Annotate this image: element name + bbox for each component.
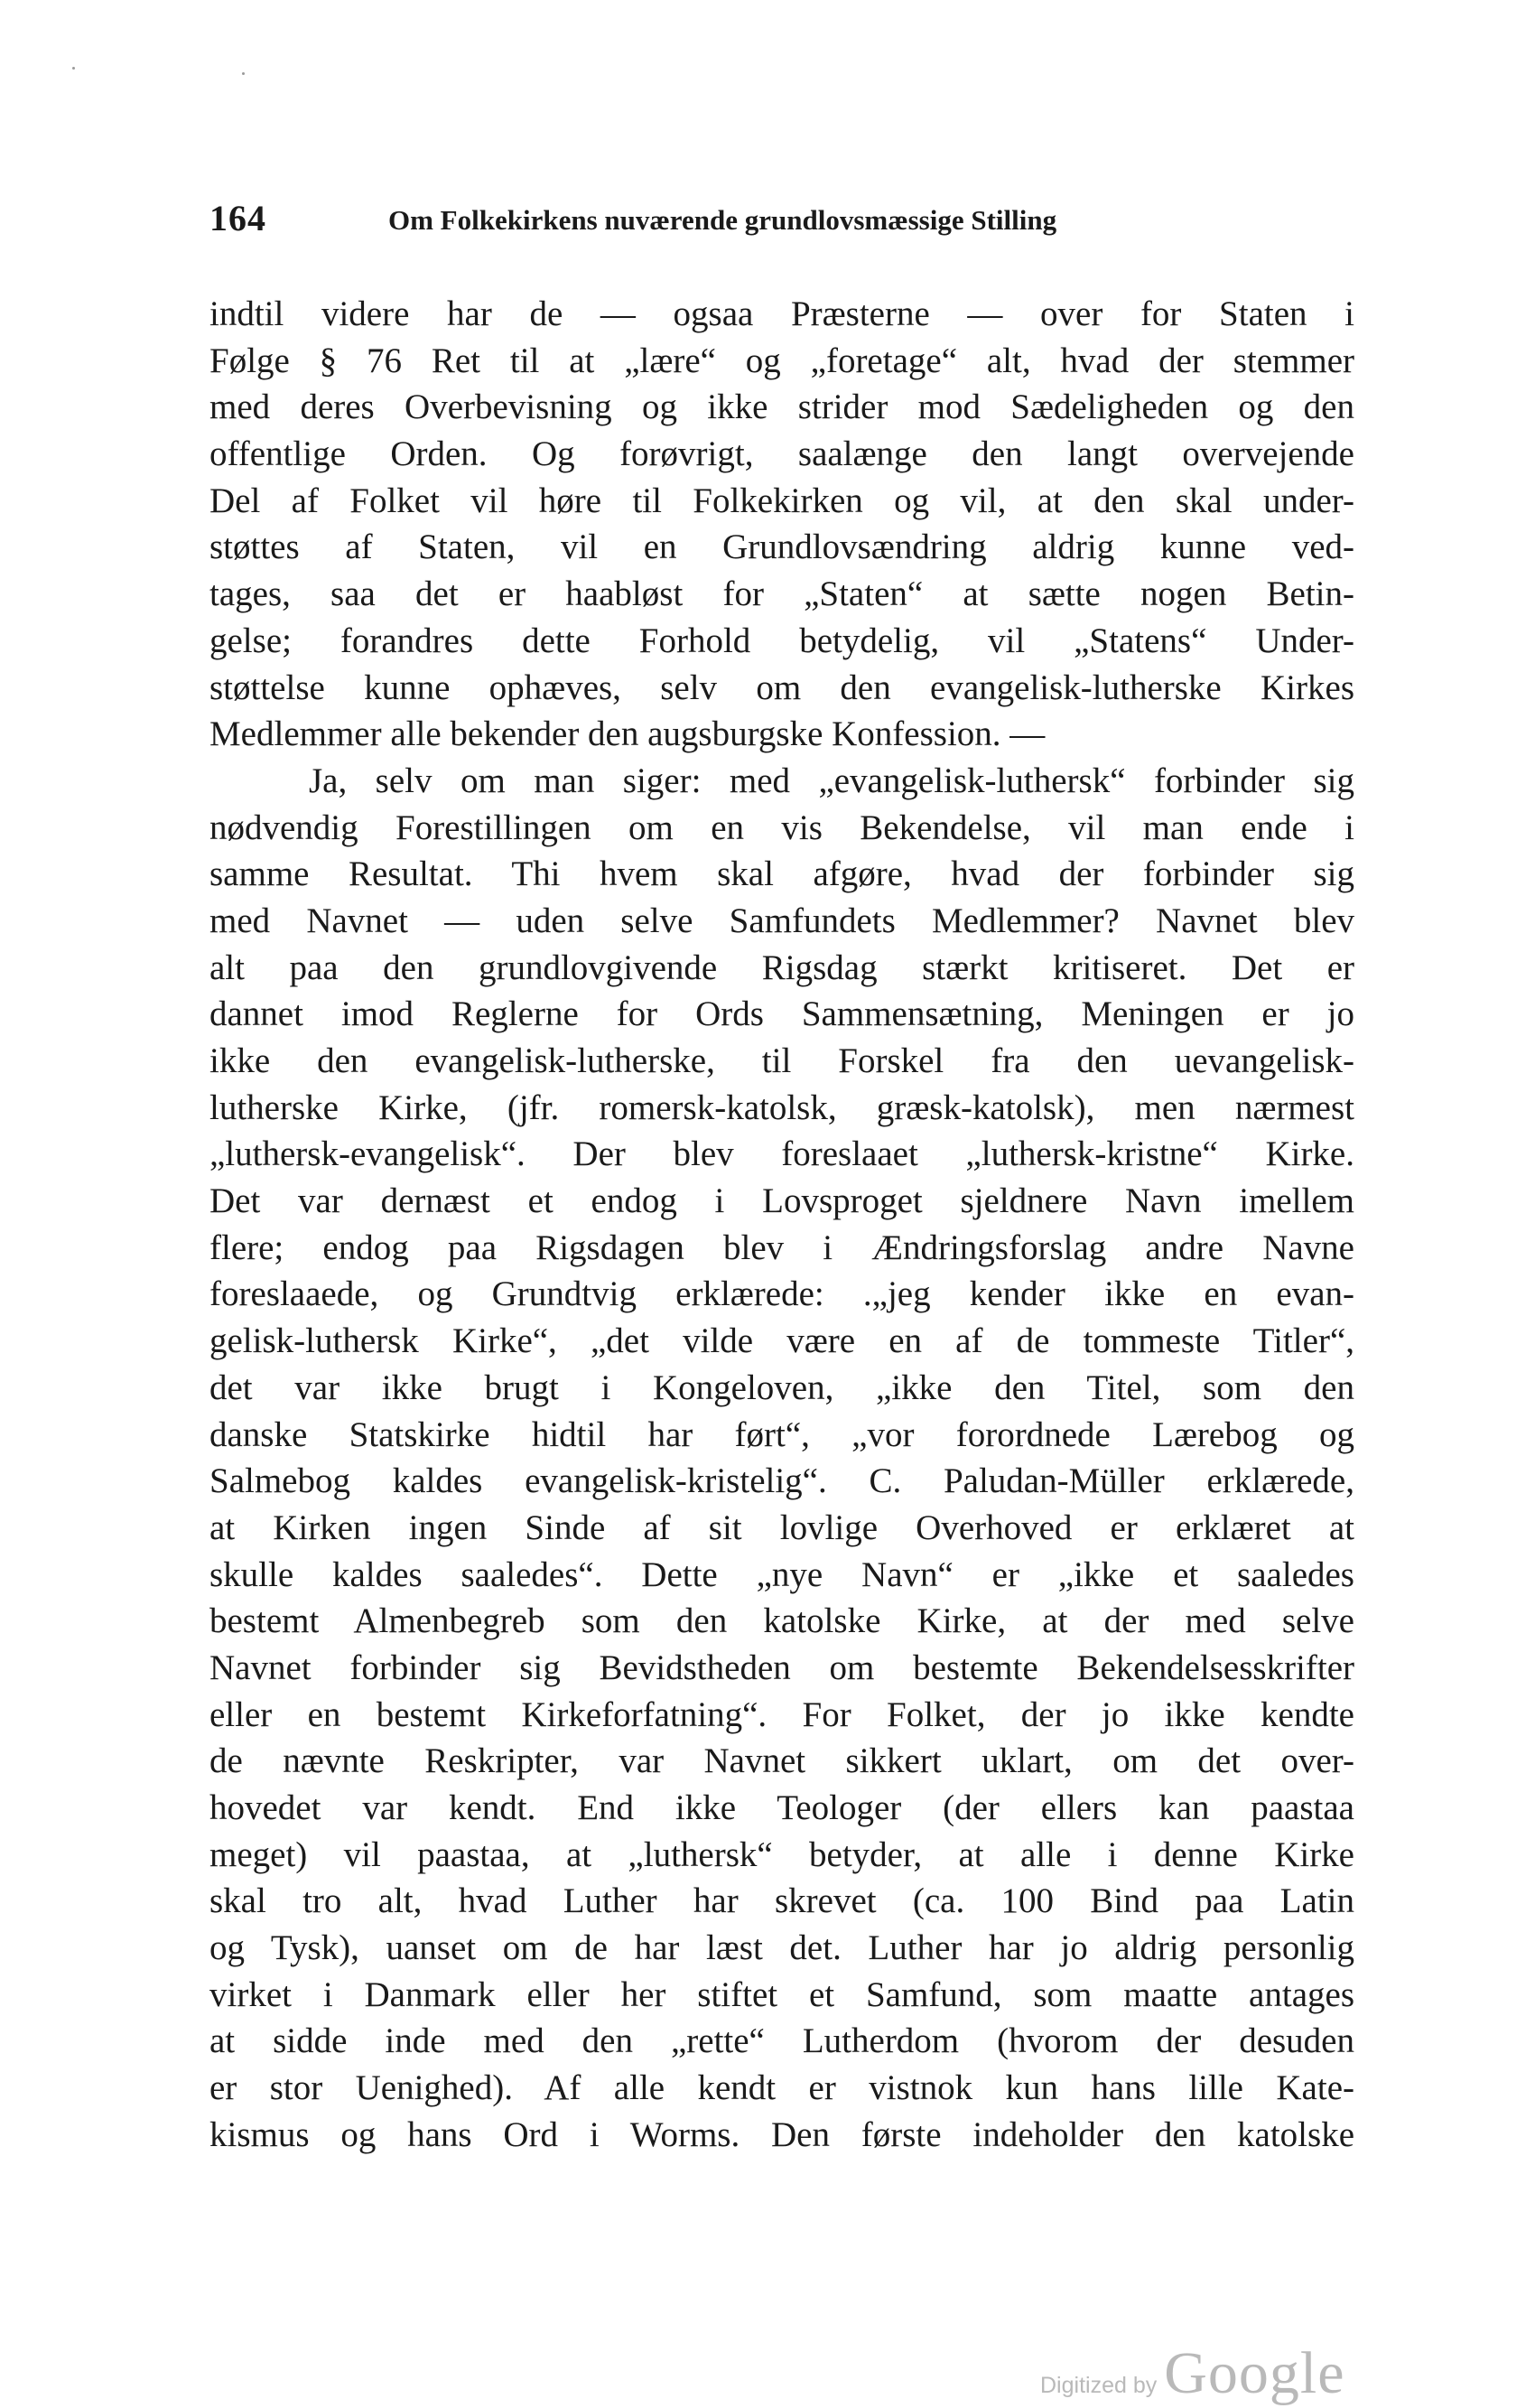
text-line: at Kirken ingen Sinde af sit lovlige Overhoved er erklæret at (209, 1507, 1354, 1547)
text-line: hovedet var kendt. End ikke Teologer (der ellers kan paastaa (209, 1788, 1354, 1827)
text-line: Følge § 76 Ret til at „lære“ og „foretage“ alt, hvad der stemmer (209, 341, 1354, 380)
running-head: Om Folkekirkens nuværende grundlovsmæssige Stilling (388, 204, 1057, 236)
text-line: de nævnte Reskripter, var Navnet sikkert uklart, om det over- (209, 1741, 1354, 1781)
text-line: Medlemmer alle bekender den augsburgske Konfession. — (209, 714, 1046, 754)
text-line: Navnet forbinder sig Bevidstheden om bestemte Bekendelsesskrifter (209, 1647, 1354, 1687)
text-line: meget) vil paastaa, at „luthersk“ betyder, at alle i denne Kirke (209, 1834, 1354, 1874)
text-line: alt paa den grundlovgivende Rigsdag stærkt kritiseret. Det er (209, 947, 1354, 987)
text-line: kismus og hans Ord i Worms. Den første indeholder den katolske (209, 2114, 1354, 2154)
text-line: ikke den evangelisk-lutherske, til Forskel fra den uevangelisk- (209, 1041, 1354, 1080)
paragraph-first-line: Ja, selv om man siger: med „evangelisk-luthersk“ forbinder sig (309, 761, 1354, 800)
text-line: nødvendig Forestillingen om en vis Bekendelse, vil man ende i (209, 807, 1354, 847)
text-line: danske Statskirke hidtil har ført“, „vor forordnede Lærebog og (209, 1414, 1354, 1454)
page-header (209, 197, 1185, 251)
page-number: 164 (209, 198, 266, 238)
text-line: virket i Danmark eller her stiftet et Samfund, som maatte antages (209, 1974, 1354, 2014)
text-line: lutherske Kirke, (jfr. romersk-katolsk, græsk-katolsk), men nærmest (209, 1087, 1354, 1127)
text-line: med deres Overbevisning og ikke strider mod Sædeligheden og den (209, 387, 1354, 427)
text-line: foreslaaede, og Grundtvig erklærede: .„jeg kender ikke en evan- (209, 1274, 1354, 1314)
scan-speck (72, 67, 75, 70)
text-line: tages, saa det er haabløst for „Staten“ at sætte nogen Betin- (209, 574, 1354, 614)
digitized-by-label: Digitized by (1040, 2373, 1158, 2398)
text-line: at sidde inde med den „rette“ Lutherdom (hvorom der desuden (209, 2021, 1354, 2061)
text-line: eller en bestemt Kirkeforfatning“. For Folket, der jo ikke kendte (209, 1694, 1354, 1734)
text-line: Det var dernæst et endog i Lovsproget sjeldnere Navn imellem (209, 1181, 1354, 1221)
text-line: og Tysk), uanset om de har læst det. Luther har jo aldrig personlig (209, 1928, 1354, 1968)
digitized-by-google-watermark (1040, 2339, 1345, 2408)
google-logo: Google (1164, 2340, 1345, 2406)
body-text (209, 291, 1354, 2159)
text-line: „luthersk-evangelisk“. Der blev foreslaaet „luthersk-kristne“ Kirke. (209, 1134, 1354, 1174)
text-line: Del af Folket vil høre til Folkekirken og vil, at den skal under- (209, 481, 1354, 520)
text-line: offentlige Orden. Og forøvrigt, saalænge den langt overvejende (209, 434, 1354, 474)
text-line: med Navnet — uden selve Samfundets Medlemmer? Navnet blev (209, 901, 1354, 940)
text-line: skal tro alt, hvad Luther har skrevet (ca. 100 Bind paa Latin (209, 1881, 1354, 1921)
text-line: støttes af Staten, vil en Grundlovsændring aldrig kunne ved- (209, 527, 1354, 567)
text-line: støttelse kunne ophæves, selv om den evangelisk-lutherske Kirkes (209, 667, 1354, 707)
scan-speck (242, 72, 245, 75)
text-line: det var ikke brugt i Kongeloven, „ikke den Titel, som den (209, 1367, 1354, 1407)
text-line: Salmebog kaldes evangelisk-kristelig“. C. Paludan-Müller erklærede, (209, 1461, 1354, 1501)
text-line: gelisk-luthersk Kirke“, „det vilde være en af de tommeste Titler“, (209, 1321, 1354, 1361)
text-line: flere; endog paa Rigsdagen blev i Ændringsforslag andre Navne (209, 1227, 1354, 1267)
text-line: indtil videre har de — ogsaa Præsterne — over for Staten i (209, 294, 1354, 333)
text-line: bestemt Almenbegreb som den katolske Kirke, at der med selve (209, 1601, 1354, 1641)
text-line: er stor Uenighed). Af alle kendt er vistnok kun hans lille Kate- (209, 2068, 1354, 2108)
text-line: gelse; forandres dette Forhold betydelig, vil „Statens“ Under- (209, 621, 1354, 660)
text-line: skulle kaldes saaledes“. Dette „nye Navn“ er „ikke et saaledes (209, 1554, 1354, 1594)
text-line: dannet imod Reglerne for Ords Sammensætning, Meningen er jo (209, 994, 1354, 1034)
text-line: samme Resultat. Thi hvem skal afgøre, hvad der forbinder sig (209, 854, 1354, 894)
